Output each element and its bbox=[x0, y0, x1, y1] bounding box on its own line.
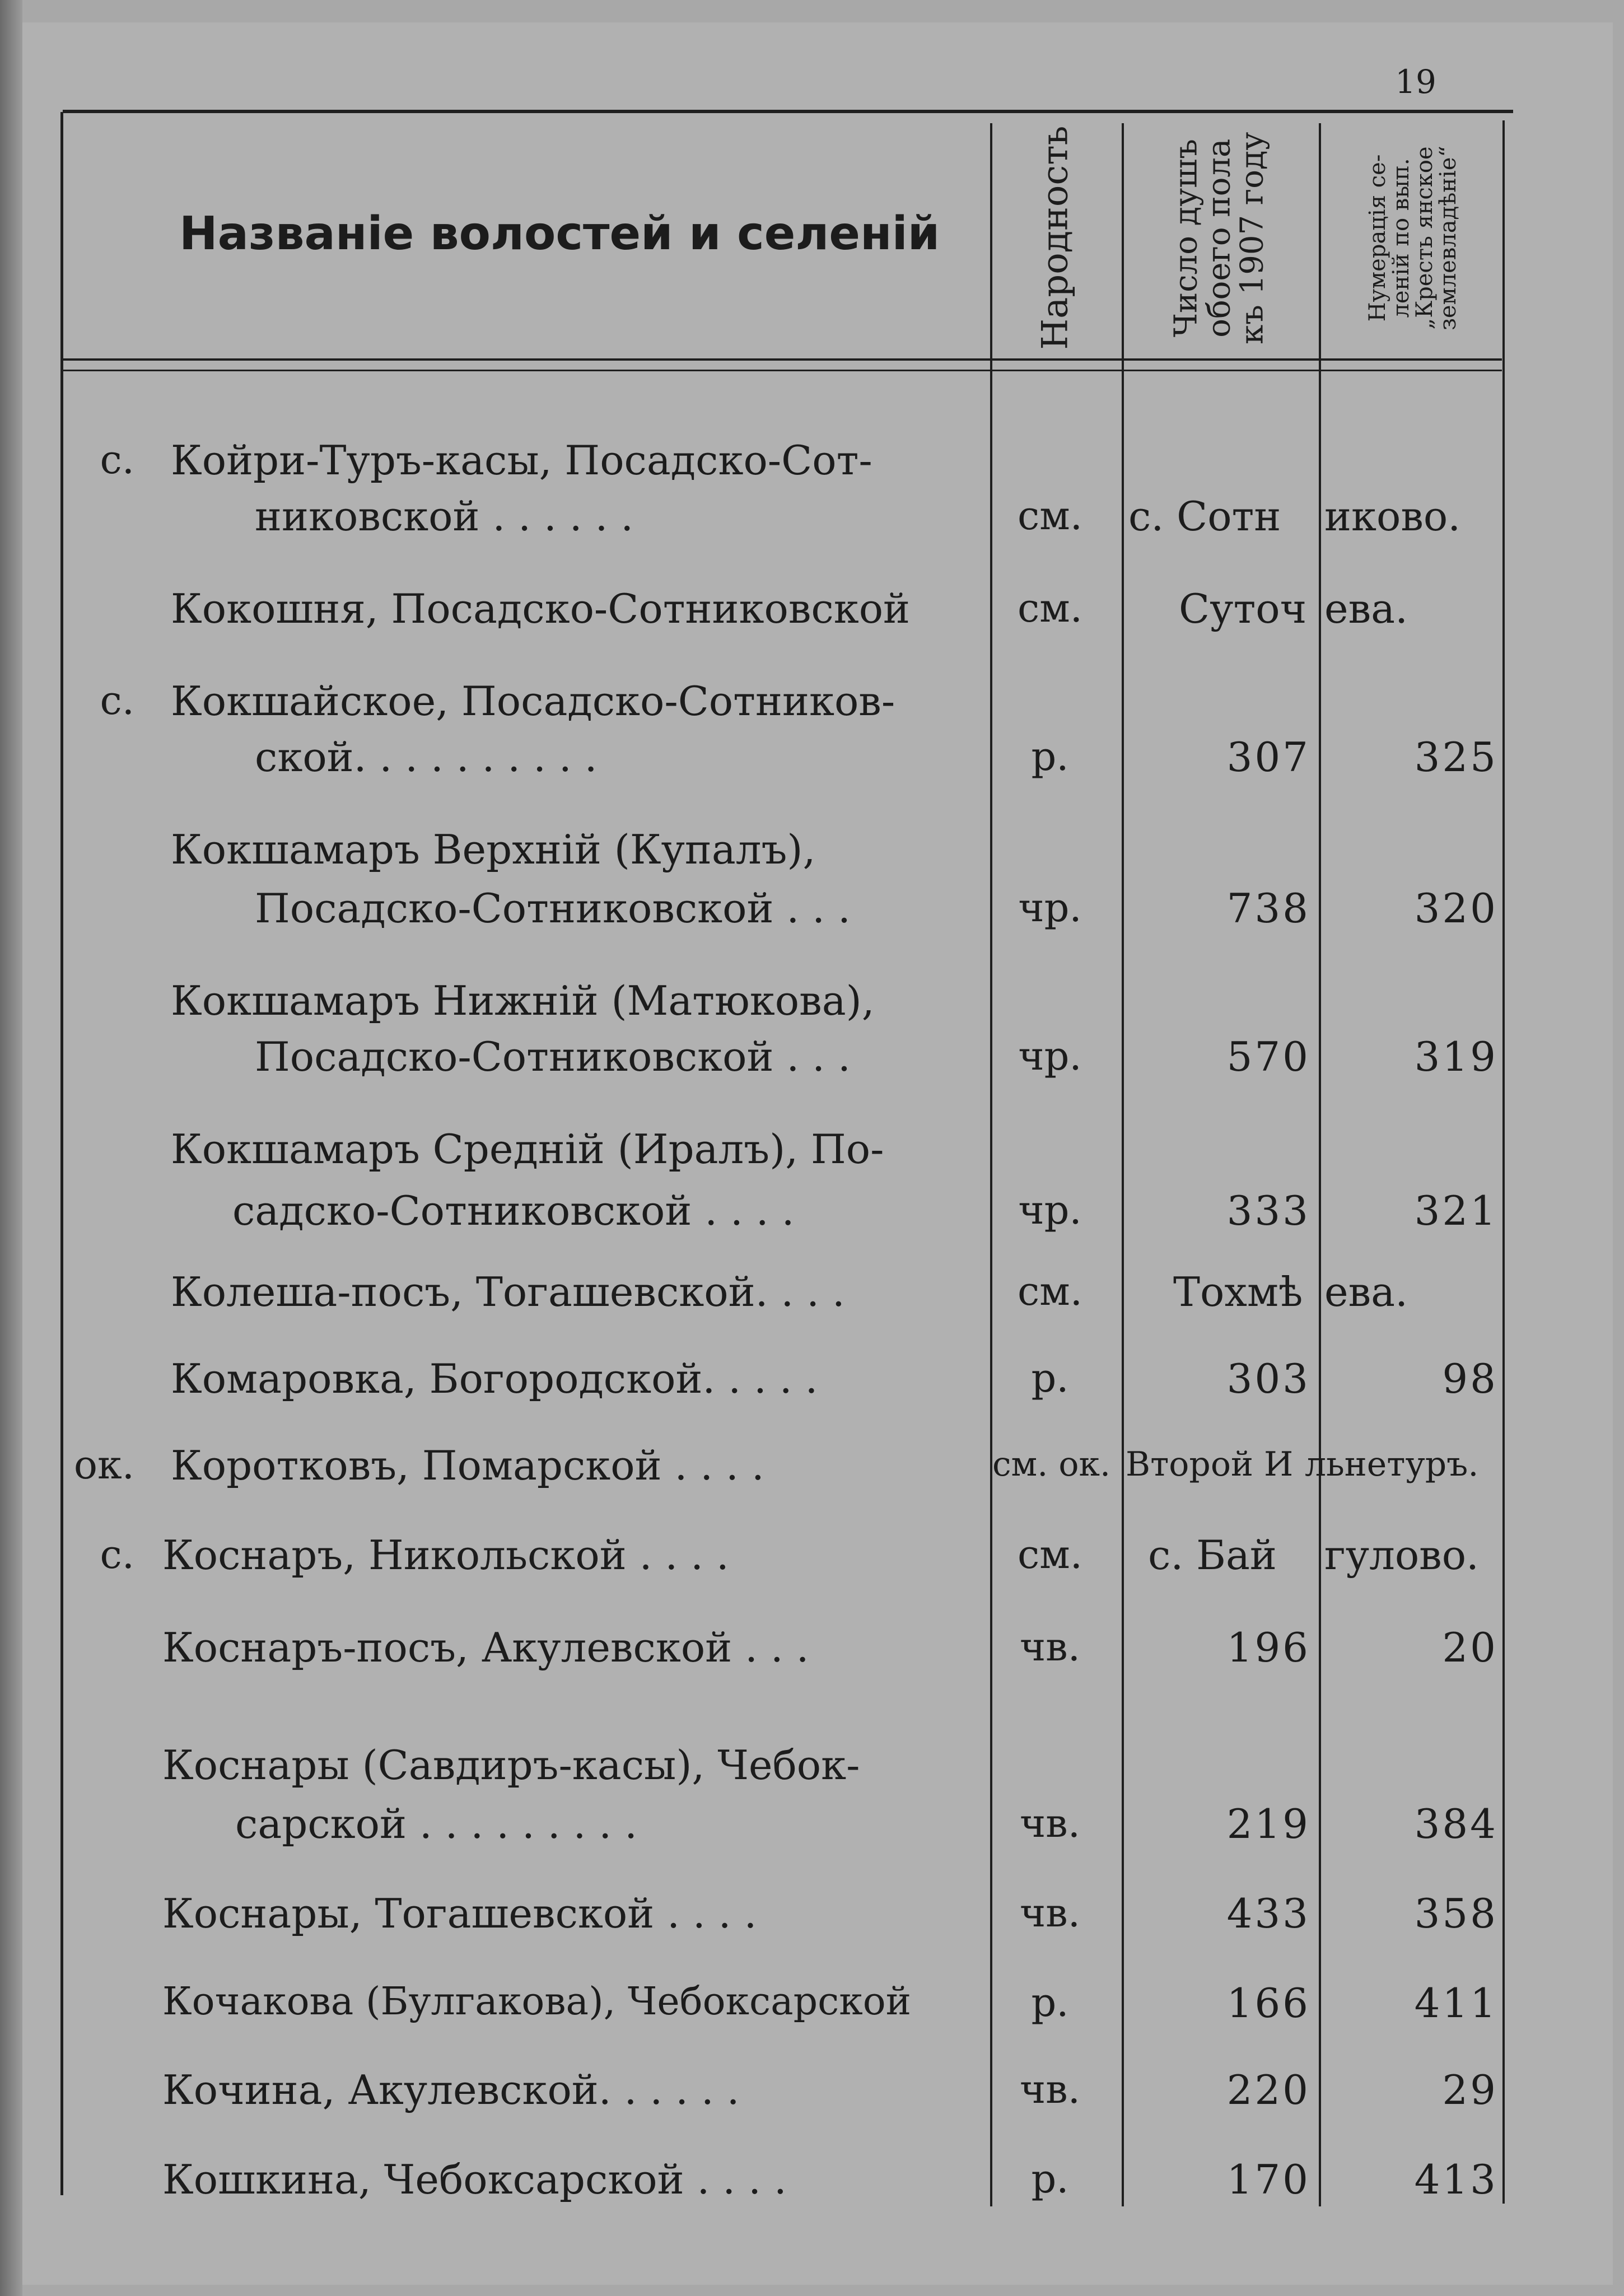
settlement-name-line: ской. . . . . . . . . . bbox=[255, 734, 598, 781]
column-header-souls: Число душъ обоего пола къ 1907 году bbox=[1168, 132, 1270, 344]
nationality-cell: чр. bbox=[1018, 1187, 1082, 1233]
col-divider-souls bbox=[1122, 123, 1124, 2206]
settlement-name-line: Кокшайское, Посадско-Сотников- bbox=[171, 678, 895, 725]
nationality-cell: см. bbox=[1018, 585, 1082, 631]
nationality-cell: чв. bbox=[1020, 1624, 1080, 1670]
settlement-name-line: Коснаръ, Никольской . . . . bbox=[162, 1532, 729, 1579]
numbering-cell: 321 bbox=[1414, 1187, 1498, 1234]
column-header-numbering: Нумерація се- леній по вып. „Кресть янское землевладѣніе“ bbox=[1364, 146, 1461, 330]
header-bottom-rule-2 bbox=[63, 370, 1502, 371]
settlement-name-line: Кокшамаръ Верхній (Купалъ), bbox=[171, 826, 816, 873]
settlement-name-line: Посадско-Сотниковской . . . bbox=[255, 885, 851, 932]
settlement-type: с. bbox=[100, 1532, 134, 1578]
see-reference-part-1: Суточ bbox=[1179, 585, 1307, 632]
numbering-cell: 320 bbox=[1414, 885, 1498, 932]
settlement-name-line: Коротковъ, Помарской . . . . bbox=[171, 1442, 764, 1489]
settlement-name-line: Кошкина, Чебоксарской . . . . bbox=[162, 2156, 787, 2203]
numbering-cell: 325 bbox=[1414, 734, 1498, 781]
nationality-cell: чр. bbox=[1018, 1033, 1082, 1079]
col-divider-nationality bbox=[990, 123, 992, 2206]
settlement-name-line: Колеша-посъ, Тогашевской. . . . bbox=[171, 1268, 845, 1315]
top-rule bbox=[63, 110, 1513, 113]
left-border bbox=[60, 112, 63, 2195]
nationality-cell: см. bbox=[1018, 1268, 1082, 1314]
settlement-name-line: Комаровка, Богородской. . . . . bbox=[171, 1355, 818, 1402]
settlement-name-line: Кочина, Акулевской. . . . . . bbox=[162, 2066, 740, 2113]
settlement-name-line: Коснары (Савдиръ-касы), Чебок- bbox=[162, 1742, 860, 1789]
souls-count-cell: 433 bbox=[1226, 1890, 1310, 1937]
page-number: 19 bbox=[1395, 63, 1436, 101]
settlement-name-line: Посадско-Сотниковской . . . bbox=[255, 1033, 851, 1080]
page-gutter-shadow bbox=[0, 0, 22, 2296]
souls-count-cell: 166 bbox=[1226, 1980, 1310, 2027]
numbering-cell: 98 bbox=[1442, 1355, 1498, 1402]
nationality-cell: р. bbox=[1031, 2156, 1069, 2202]
numbering-cell: 319 bbox=[1414, 1033, 1498, 1080]
see-reference-part-2: ева. bbox=[1324, 1268, 1408, 1315]
souls-count-cell: 303 bbox=[1226, 1355, 1310, 1402]
settlement-name-line: Кокошня, Посадско-Сотниковской bbox=[171, 585, 911, 632]
nationality-cell: чв. bbox=[1020, 2066, 1080, 2112]
souls-count-cell: 333 bbox=[1226, 1187, 1310, 1234]
col-divider-numbering bbox=[1319, 123, 1321, 2206]
see-reference-part-1: с. Сотн bbox=[1128, 493, 1281, 540]
settlement-name-line: Коснаръ-посъ, Акулевской . . . bbox=[162, 1624, 809, 1671]
nationality-cell: р. bbox=[1031, 734, 1069, 780]
see-reference-part-1: с. Бай bbox=[1148, 1532, 1277, 1579]
nationality-cell: см. bbox=[1018, 493, 1082, 539]
column-header-nationality: Народность bbox=[1034, 125, 1076, 351]
settlement-type: с. bbox=[100, 437, 134, 483]
souls-count-cell: 307 bbox=[1226, 734, 1310, 781]
nationality-cell: р. bbox=[1031, 1980, 1069, 2026]
numbering-cell: 29 bbox=[1442, 2066, 1498, 2113]
numbering-cell: 411 bbox=[1414, 1980, 1498, 2027]
numbering-cell: 384 bbox=[1414, 1800, 1498, 1847]
see-reference-part-2: гулово. bbox=[1324, 1532, 1479, 1579]
settlement-name-line: садско-Сотниковской . . . . bbox=[232, 1187, 795, 1234]
settlement-name-line: Койри-Туръ-касы, Посадско-Сот- bbox=[171, 437, 872, 484]
nationality-cell: чр. bbox=[1018, 885, 1082, 931]
settlement-name-line: Кокшамаръ Нижній (Матюкова), bbox=[171, 977, 875, 1024]
nationality-cell: р. bbox=[1031, 1355, 1069, 1401]
settlement-name-line: Коснары, Тогашевской . . . . bbox=[162, 1890, 757, 1937]
settlement-name-line: никовской . . . . . . bbox=[255, 493, 634, 540]
settlement-name-line: сарской . . . . . . . . . bbox=[235, 1800, 637, 1847]
settlement-name-line: Кокшамаръ Средній (Иралъ), По- bbox=[171, 1126, 884, 1173]
see-reference-part-2: иково. bbox=[1324, 493, 1461, 540]
numbering-cell: 20 bbox=[1442, 1624, 1498, 1671]
souls-count-cell: 219 bbox=[1226, 1800, 1310, 1847]
settlement-type: с. bbox=[100, 678, 134, 724]
header-bottom-rule-1 bbox=[63, 358, 1502, 361]
nationality-cell: чв. bbox=[1020, 1800, 1080, 1846]
nationality-cell: см. ок. bbox=[992, 1445, 1111, 1484]
settlement-type: ок. bbox=[73, 1442, 134, 1488]
numbering-cell: 413 bbox=[1414, 2156, 1498, 2203]
souls-count-cell: 170 bbox=[1226, 2156, 1310, 2203]
column-header-names: Названіе волостей и селеній bbox=[179, 207, 940, 260]
souls-count-cell: 738 bbox=[1226, 885, 1310, 932]
souls-count-cell: 570 bbox=[1226, 1033, 1310, 1080]
nationality-cell: см. bbox=[1018, 1532, 1082, 1578]
souls-count-cell: 220 bbox=[1226, 2066, 1310, 2113]
souls-count-cell: 196 bbox=[1226, 1624, 1310, 1671]
see-reference-part-1: Второй И bbox=[1126, 1445, 1294, 1484]
see-reference-part-1: Тохмѣ bbox=[1173, 1268, 1303, 1315]
right-border bbox=[1502, 120, 1505, 2204]
numbering-cell: 358 bbox=[1414, 1890, 1498, 1937]
see-reference-part-2: ева. bbox=[1324, 585, 1408, 632]
settlement-name-line: Кочакова (Булгакова), Чебоксарской bbox=[162, 1980, 912, 2024]
see-reference-part-2: льнетуръ. bbox=[1305, 1445, 1479, 1484]
nationality-cell: чв. bbox=[1020, 1890, 1080, 1936]
